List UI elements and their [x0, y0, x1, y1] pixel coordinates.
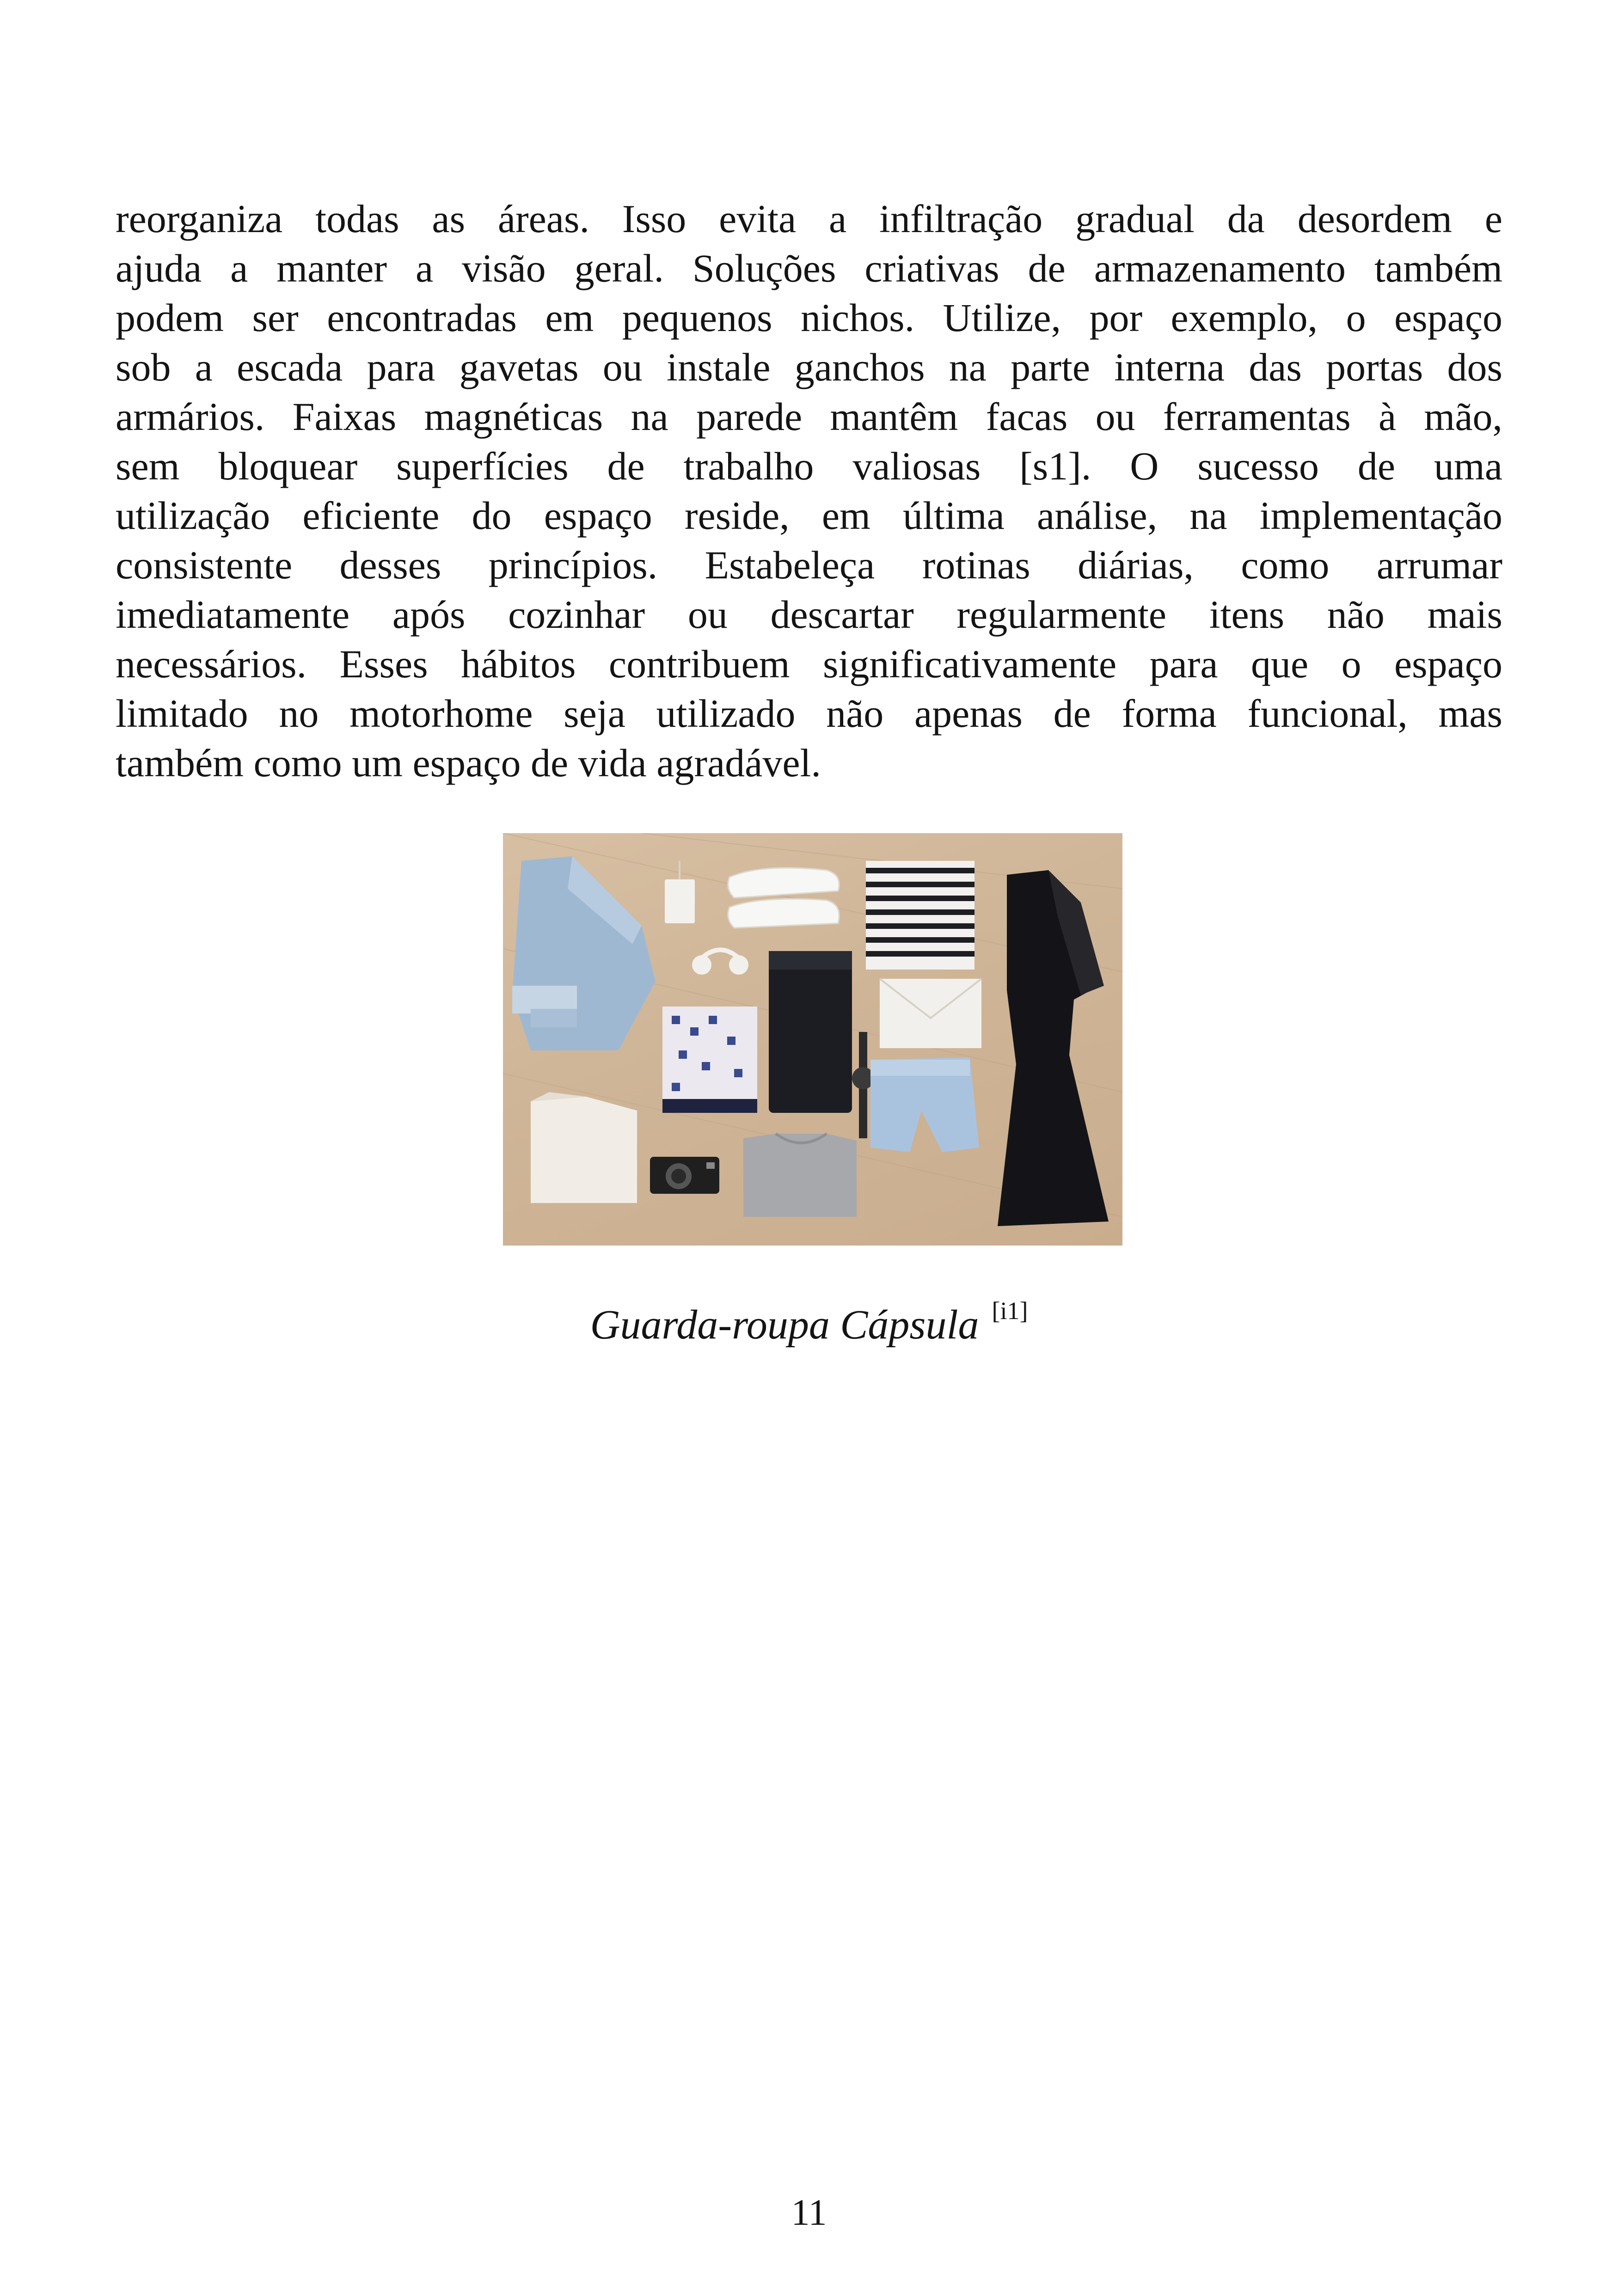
text-line: reorganiza todas as áreas. Isso evita a infiltração gradual da desordem e: [116, 196, 1502, 241]
black-jeans: [769, 951, 852, 1113]
text-line: ajuda a manter a visão geral. Soluções criativas de armazenamento também: [116, 246, 1502, 290]
text-line: consistente desses princípios. Estabeleça rotinas diárias, como arrumar: [116, 543, 1502, 587]
earphones: [694, 950, 746, 973]
caption-reference: [i1]: [992, 1297, 1028, 1325]
denim-shorts: [870, 1057, 979, 1152]
page-number: 11: [791, 2192, 827, 2233]
capsule-wardrobe-photo: [503, 833, 1122, 1246]
text-line: utilização eficiente do espaço reside, em última análise, na implementação: [116, 493, 1502, 538]
text-line: sob a escada para gavetas ou instale ganchos na parte interna das portas dos: [116, 345, 1502, 389]
text-line: necessários. Esses hábitos contribuem significativamente para que o espaço: [116, 642, 1502, 686]
text-line: podem ser encontradas em pequenos nichos. Utilize, por exemplo, o espaço: [116, 295, 1502, 340]
grey-tshirt: [743, 1134, 857, 1217]
striped-top: [866, 861, 974, 970]
clutch: [880, 979, 981, 1048]
text-line: também como um espaço de vida agradável.: [116, 741, 821, 785]
text-line: sem bloquear superfícies de trabalho valiosas [s1]. O sucesso de uma: [116, 444, 1502, 488]
body-paragraph: [116, 194, 1502, 788]
white-sweater: [531, 1092, 637, 1203]
text-line: limitado no motorhome seja utilizado não apenas de forma funcional, mas: [116, 691, 1502, 736]
black-dress: [998, 870, 1109, 1226]
text-line: imediatamente após cozinhar ou descartar regularmente itens não mais: [116, 592, 1502, 637]
caption-text: Guarda-roupa Cápsula: [590, 1302, 979, 1348]
camera: [650, 1157, 719, 1194]
text-line: armários. Faixas magnéticas na parede mantêm facas ou ferramentas à mão,: [116, 394, 1502, 439]
figure-caption: [0, 1285, 1618, 1351]
sneakers: [728, 868, 840, 928]
scarf: [662, 1007, 757, 1113]
tag: [665, 879, 695, 923]
denim-shirt: [512, 856, 656, 1050]
